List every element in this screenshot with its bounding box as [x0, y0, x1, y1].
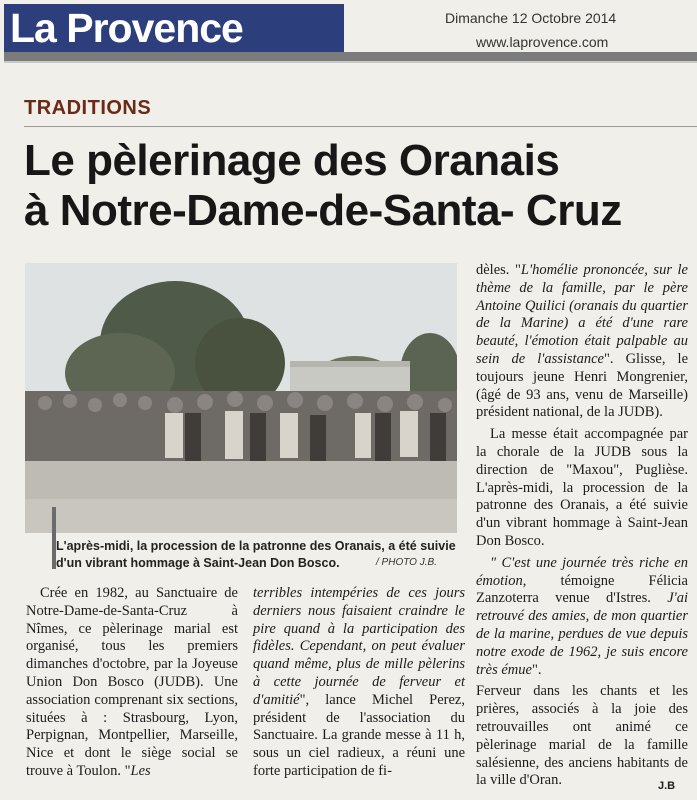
paragraph	[26, 585, 238, 781]
procession-photo	[25, 263, 457, 533]
col2-text: ", lance Michel Perez, président de l'association du Sanctuaire. La grande messe à 11 h, sous un ciel radieux, a réuni une forte participation de fi-	[253, 691, 465, 779]
paragraph	[476, 555, 688, 680]
col3-p3-end: ".	[531, 661, 542, 678]
section-kicker: TRADITIONS	[24, 97, 152, 119]
paragraph	[476, 683, 688, 790]
col2-italic: terribles intempéries de ces jours derniers nous faisaient craindre le pire quand à la participation des fidèles. Cependant, on peut évaluer quand même, plus de mille pèlerins à cette journée de ferveur et d'amitié	[253, 585, 465, 708]
newspaper-logo: La Provence	[10, 5, 243, 51]
col1-italic: Les	[130, 762, 151, 779]
col3-p3-mid: , témoigne Félicia Zanzoterra venue d'Istres.	[476, 572, 688, 607]
website-url: www.laprovence.com	[476, 34, 609, 50]
headline-line-1: Le pèlerinage des Oranais	[24, 136, 560, 185]
col3-quote-homily: L'homélie prononcée, sur le thème de la famille, par le père Antoine Quilici (oranais du quartier de la Marine) a été d'une rare beauté, l'émotion était palpable au sein de l'assistance	[476, 262, 688, 367]
masthead	[4, 4, 344, 55]
col3-p2: La messe était accompagnée par la chorale de la JUDB sous la direction de "Maxou", Puglièse. L'après-midi, la procession de la patronne des Oranais, a été suivie d'un vibrant hommage à Saint-Jean Don Bosco.	[476, 426, 688, 549]
photo-caption: L'après-midi, la procession de la patronne des Oranais, a été suivie d'un vibrant hommage à Saint-Jean Don Bosco.	[56, 539, 456, 570]
col3-p4: Ferveur dans les chants et les prières, associés à la joie des retrouvailles ont animé ce pèlerinage marial de la famille salésienne, des anciens habitants de la ville d'Oran.	[476, 683, 688, 789]
paragraph	[476, 262, 688, 422]
publication-date: Dimanche 12 Octobre 2014	[445, 10, 617, 26]
headline-line-2: à Notre-Dame-de-Santa- Cruz	[24, 186, 622, 235]
col3-quote-1: " C'est une journée très riche en émotion	[476, 554, 688, 589]
headline	[24, 136, 684, 236]
col3-quote-2: J'ai retrouvé des amies, de mon quartier de la marine, perdues de vue depuis notre exode de 1962, je suis encore très émue	[476, 590, 689, 678]
col1-text: Crée en 1982, au Sanctuaire de Notre-Dame-de-Santa-Cruz à Nîmes, ce pèlerinage marial est organisé, tous les premiers dimanches d'octobre, par la Joyeuse Union Don Bosco (JUDB). Une association comprenant six sections, situées à : Strasbourg, Lyon, Perpignan, Montpellier, Marseille, Nice et dont le siège social se trouve à Toulon. "	[26, 585, 238, 779]
author-signature: J.B	[658, 780, 676, 792]
col3-start: dèles. "	[476, 262, 521, 278]
header-rule	[4, 52, 697, 61]
paragraph	[253, 585, 465, 781]
article-column-3	[476, 262, 688, 790]
col3-rest: ". Glisse, le toujours jeune Henri Mongrenier, (âgé de 93 ans, venu de Marseille) président national, de la JUDB).	[476, 350, 689, 421]
photo-credit: / PHOTO J.B.	[376, 557, 437, 568]
header-rule-thin	[4, 61, 697, 63]
kicker-rule	[24, 126, 697, 127]
article-column-1	[26, 585, 238, 781]
paragraph	[476, 426, 688, 551]
article-column-2	[253, 585, 465, 781]
